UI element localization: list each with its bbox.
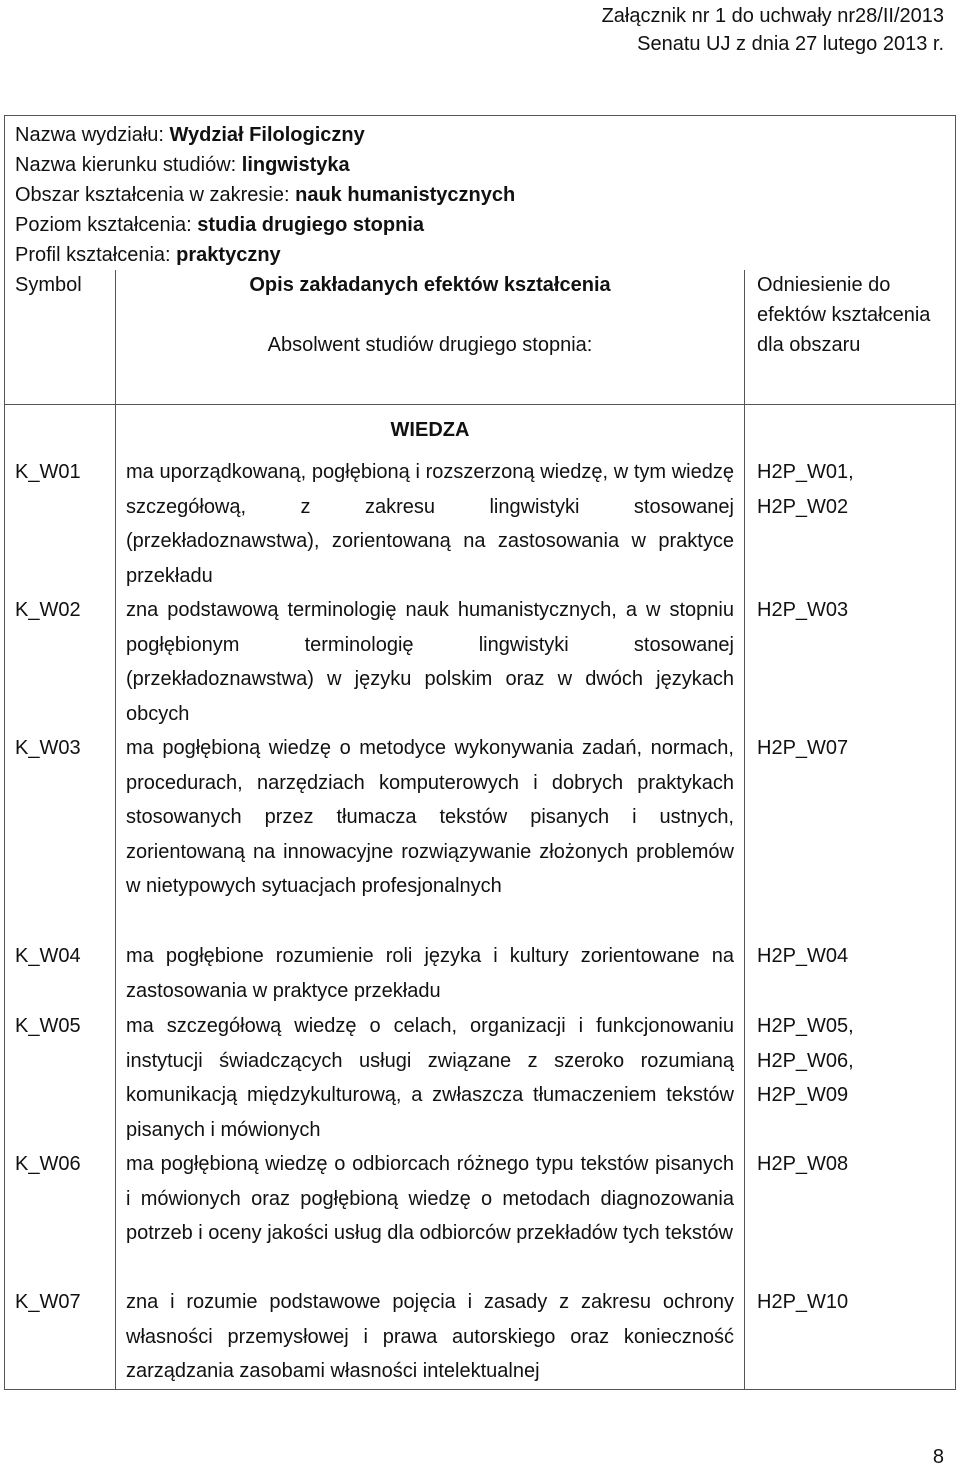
- table-row: [5, 729, 955, 937]
- header-line-1: Załącznik nr 1 do uchwały nr28/II/2013: [601, 5, 944, 27]
- section-symbol-cell: [5, 405, 115, 453]
- meta-label: Nazwa wydziału:: [15, 124, 170, 146]
- table-header-row: [5, 270, 955, 405]
- meta-field: [15, 150, 955, 180]
- table-row: [5, 591, 955, 729]
- meta-label: Poziom kształcenia:: [15, 214, 198, 236]
- row-symbol: K_W04: [15, 945, 81, 967]
- row-description: ma uporządkowaną, pogłębioną i rozszerzoną wiedzę, w tym wiedzę szczegółową, z zakresu lingwistyki stosowanej (przekładoznawstwa), zorientowaną na zastosowania w praktyce przekładu: [115, 453, 745, 591]
- row-symbol: K_W01: [15, 461, 81, 483]
- meta-label: Nazwa kierunku studiów:: [15, 154, 242, 176]
- table-row: [5, 937, 955, 1007]
- header-description-title: Opis zakładanych efektów kształcenia: [249, 274, 611, 296]
- meta-value: studia drugiego stopnia: [197, 214, 424, 236]
- meta-value: Wydział Filologiczny: [169, 124, 365, 146]
- row-symbol: K_W07: [15, 1291, 81, 1313]
- row-description: zna i rozumie podstawowe pojęcia i zasady z zakresu ochrony własności przemysłowej i prawa autorskiego oraz konieczność zarządzania zasobami własności intelektualnej: [115, 1283, 745, 1389]
- row-description: ma pogłębioną wiedzę o odbiorcach różnego typu tekstów pisanych i mówionych oraz pogłębioną wiedzę o metodach diagnozowania potrzeb i oceny jakości usług dla odbiorców przekładów tych tekstów: [115, 1145, 745, 1283]
- row-description: ma pogłębione rozumienie roli języka i kultury zorientowane na zastosowania w praktyce przekładu: [115, 937, 745, 1007]
- table-row: [5, 453, 955, 591]
- section-title: WIEDZA: [115, 405, 745, 453]
- meta-value: nauk humanistycznych: [295, 184, 516, 206]
- document-header: [602, 2, 944, 58]
- header-description-subtitle: Absolwent studiów drugiego stopnia:: [267, 334, 593, 356]
- header-description: [115, 270, 745, 404]
- meta-area: [15, 180, 955, 210]
- row-description: ma szczegółową wiedzę o celach, organizacji i funkcjonowaniu instytucji świadczących usługi związane z szeroko rozumianą komunikacją międzykulturową, a zwłaszcza tłumaczeniem tekstów pisanych i mówionych: [115, 1007, 745, 1145]
- row-reference: H2P_W05, H2P_W06, H2P_W09: [757, 1015, 854, 1106]
- table-row: [5, 1283, 955, 1389]
- header-symbol: Symbol: [15, 274, 82, 296]
- page-number: 8: [932, 1446, 944, 1468]
- meta-value: lingwistyka: [241, 154, 350, 176]
- row-reference: H2P_W10: [757, 1291, 849, 1313]
- table-row: [5, 1007, 955, 1145]
- row-reference: H2P_W08: [757, 1153, 849, 1175]
- row-reference: H2P_W01, H2P_W02: [757, 461, 854, 518]
- meta-block: [5, 116, 955, 270]
- meta-value: praktyczny: [176, 244, 281, 266]
- header-line-2: Senatu UJ z dnia 27 lutego 2013 r.: [637, 33, 944, 55]
- row-reference: H2P_W04: [757, 945, 849, 967]
- row-symbol: K_W06: [15, 1153, 81, 1175]
- table-row: [5, 1145, 955, 1283]
- meta-label: Profil kształcenia:: [15, 244, 177, 266]
- row-description: zna podstawową terminologię nauk humanistycznych, a w stopniu pogłębionym terminologię lingwistyki stosowanej (przekładoznawstwa) w języku polskim oraz w dwóch językach obcych: [115, 591, 745, 729]
- section-row: [5, 405, 955, 453]
- meta-faculty: [15, 120, 955, 150]
- row-symbol: K_W03: [15, 737, 81, 759]
- row-reference: H2P_W03: [757, 599, 849, 621]
- learning-outcomes-table: [4, 115, 956, 1390]
- meta-level: [15, 210, 955, 240]
- row-symbol: K_W02: [15, 599, 81, 621]
- row-description: ma pogłębioną wiedzę o metodyce wykonywania zadań, normach, procedurach, narzędziach komputerowych i dobrych praktykach stosowanych przez tłumacza tekstów pisanych i ustnych, zorientowaną na innowacyjne rozwiązywanie złożonych problemów w nietypowych sytuacjach profesjonalnych: [115, 729, 745, 937]
- meta-label: Obszar kształcenia w zakresie:: [15, 184, 296, 206]
- meta-profile: [15, 240, 955, 270]
- header-reference: Odniesienie do efektów kształcenia dla obszaru: [757, 274, 931, 356]
- row-reference: H2P_W07: [757, 737, 849, 759]
- section-reference-cell: [745, 405, 955, 453]
- row-symbol: K_W05: [15, 1015, 81, 1037]
